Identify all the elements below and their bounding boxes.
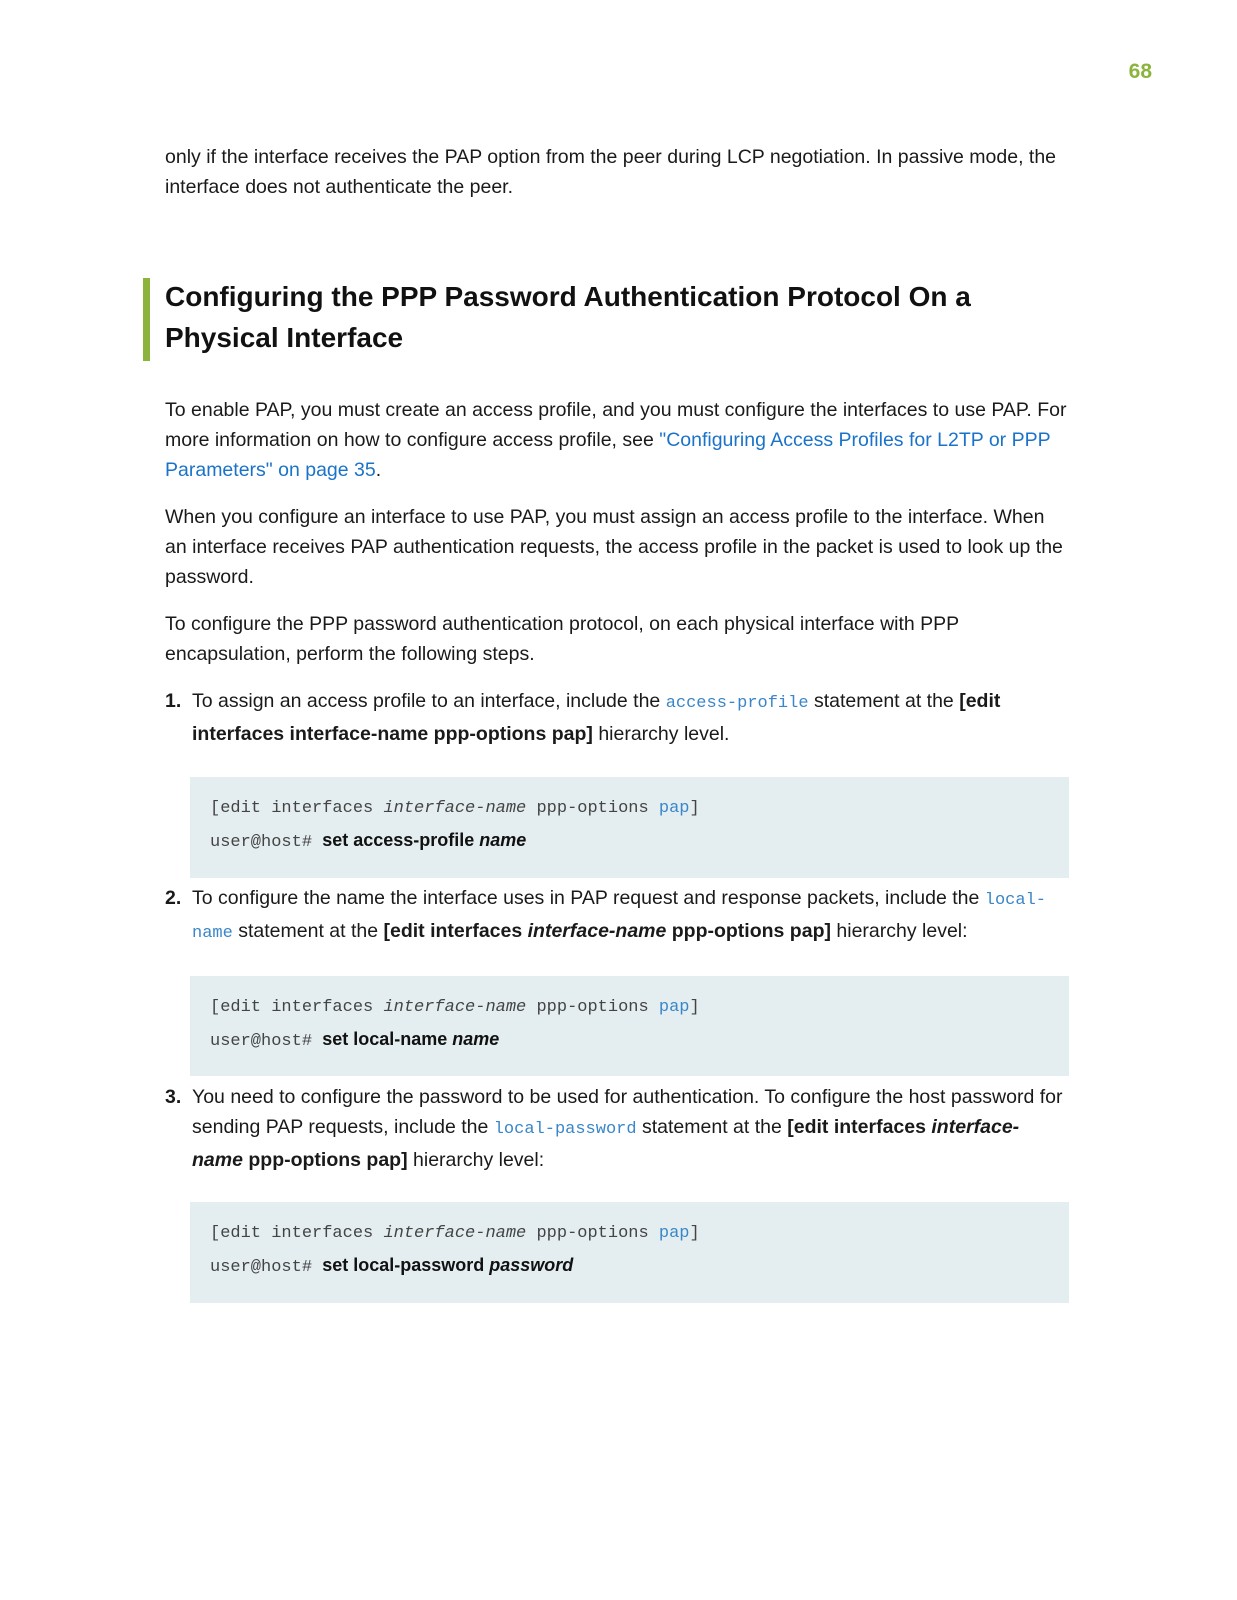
- hierarchy-variable: interface-name: [527, 920, 667, 942]
- code-line-hierarchy: [210, 799, 700, 818]
- statement-access-profile[interactable]: access-profile: [665, 694, 809, 713]
- page-number: 68: [1128, 60, 1152, 83]
- step-text-post: hierarchy level:: [830, 920, 968, 942]
- statement-local-password[interactable]: local-password: [493, 1120, 637, 1139]
- cli-prompt: user@host#: [210, 1032, 323, 1051]
- code-line-command: [210, 1029, 499, 1051]
- code-token: ]: [689, 998, 700, 1017]
- code-token-italic: interface-name: [383, 1224, 527, 1243]
- step-2: [165, 883, 1070, 949]
- code-line-hierarchy: [210, 1224, 700, 1243]
- code-token: [edit interfaces: [210, 799, 384, 818]
- cli-command: [322, 1255, 573, 1275]
- step-text-mid: statement at the: [232, 920, 384, 942]
- cross-reference-link[interactable]: "Configuring Access Profiles for L2TP or PPP Parameters" on page 35: [165, 429, 1051, 481]
- command-argument: password: [489, 1255, 574, 1275]
- hierarchy-path: [edit interfaces interface-name ppp-options pap]: [192, 690, 1001, 745]
- command-text: set local-name: [322, 1029, 453, 1049]
- code-token: [edit interfaces: [210, 998, 384, 1017]
- step-number: 2.: [165, 887, 182, 909]
- step-number: 3.: [165, 1086, 182, 1108]
- code-block-2: [190, 976, 1069, 1076]
- step-text-pre: You need to configure the password to be used for authentication. To configure the host password for sending PAP requests, include the: [192, 1086, 1063, 1138]
- hierarchy-part: ppp-options pap]: [666, 920, 831, 942]
- code-keyword: pap: [658, 1224, 690, 1243]
- code-token: ]: [689, 799, 700, 818]
- section-heading-block: [143, 276, 1063, 358]
- code-line-command: [210, 1255, 573, 1277]
- step-text-mid: statement at the: [636, 1116, 788, 1138]
- step-text-mid: statement at the: [808, 690, 960, 712]
- code-block-1: [190, 777, 1069, 878]
- cli-command: [322, 830, 526, 850]
- intro-paragraph: only if the interface receives the PAP option from the peer during LCP negotiation. In passive mode, the interface does not authenticate the peer.: [165, 146, 1057, 198]
- statement-local-name[interactable]: local-name: [192, 891, 1046, 943]
- cli-command: [322, 1029, 499, 1049]
- command-argument: name: [479, 830, 527, 850]
- code-token-italic: interface-name: [383, 799, 527, 818]
- step-text: [192, 686, 1070, 749]
- hierarchy-variable: interface-name: [192, 1116, 1020, 1171]
- code-token: ppp-options: [526, 998, 659, 1017]
- hierarchy-path: [383, 920, 831, 942]
- code-keyword: pap: [658, 998, 690, 1017]
- code-block-3: [190, 1202, 1069, 1303]
- section-heading: Configuring the PPP Password Authentication Protocol On a Physical Interface: [165, 281, 971, 353]
- code-token: ppp-options: [526, 1224, 659, 1243]
- step-text-post: hierarchy level.: [592, 723, 730, 745]
- paragraph-end: .: [375, 459, 382, 481]
- step-text-pre: To assign an access profile to an interface, include the: [192, 690, 666, 712]
- step-1: [165, 686, 1070, 749]
- cli-prompt: user@host#: [210, 833, 323, 852]
- heading-accent-bar: [143, 278, 150, 361]
- paragraph-text: To enable PAP, you must create an access profile, and you must configure the interfaces to use PAP. For more information on how to configure access profile, see: [165, 399, 1067, 451]
- cli-prompt: user@host#: [210, 1258, 323, 1277]
- code-token: ppp-options: [526, 799, 659, 818]
- step-text-pre: To configure the name the interface uses in PAP request and response packets, include the: [192, 887, 985, 909]
- step-3: [165, 1082, 1070, 1175]
- hierarchy-part: ppp-options pap]: [242, 1149, 408, 1171]
- hierarchy-part: [edit interfaces: [383, 920, 528, 942]
- step-text-post: hierarchy level:: [407, 1149, 545, 1171]
- code-line-hierarchy: [210, 998, 700, 1017]
- code-token-italic: interface-name: [383, 998, 527, 1017]
- command-text: set access-profile: [322, 830, 480, 850]
- code-line-command: [210, 830, 526, 852]
- paragraph-enable-pap: [165, 395, 1070, 485]
- code-keyword: pap: [658, 799, 690, 818]
- command-text: set local-password: [322, 1255, 490, 1275]
- step-number: 1.: [165, 690, 182, 712]
- step-text: [192, 1082, 1070, 1175]
- hierarchy-part: [edit interfaces: [787, 1116, 932, 1138]
- paragraph-assign-profile: When you configure an interface to use PAP, you must assign an access profile to the interface. When an interface receives PAP authentication requests, the access profile in the packet is used to look up the password.: [165, 506, 1063, 588]
- command-argument: name: [452, 1029, 500, 1049]
- code-token: [edit interfaces: [210, 1224, 384, 1243]
- code-token: ]: [689, 1224, 700, 1243]
- step-text: [192, 883, 1070, 949]
- paragraph-steps-intro: To configure the PPP password authentication protocol, on each physical interface with PPP encapsulation, perform the following steps.: [165, 613, 959, 665]
